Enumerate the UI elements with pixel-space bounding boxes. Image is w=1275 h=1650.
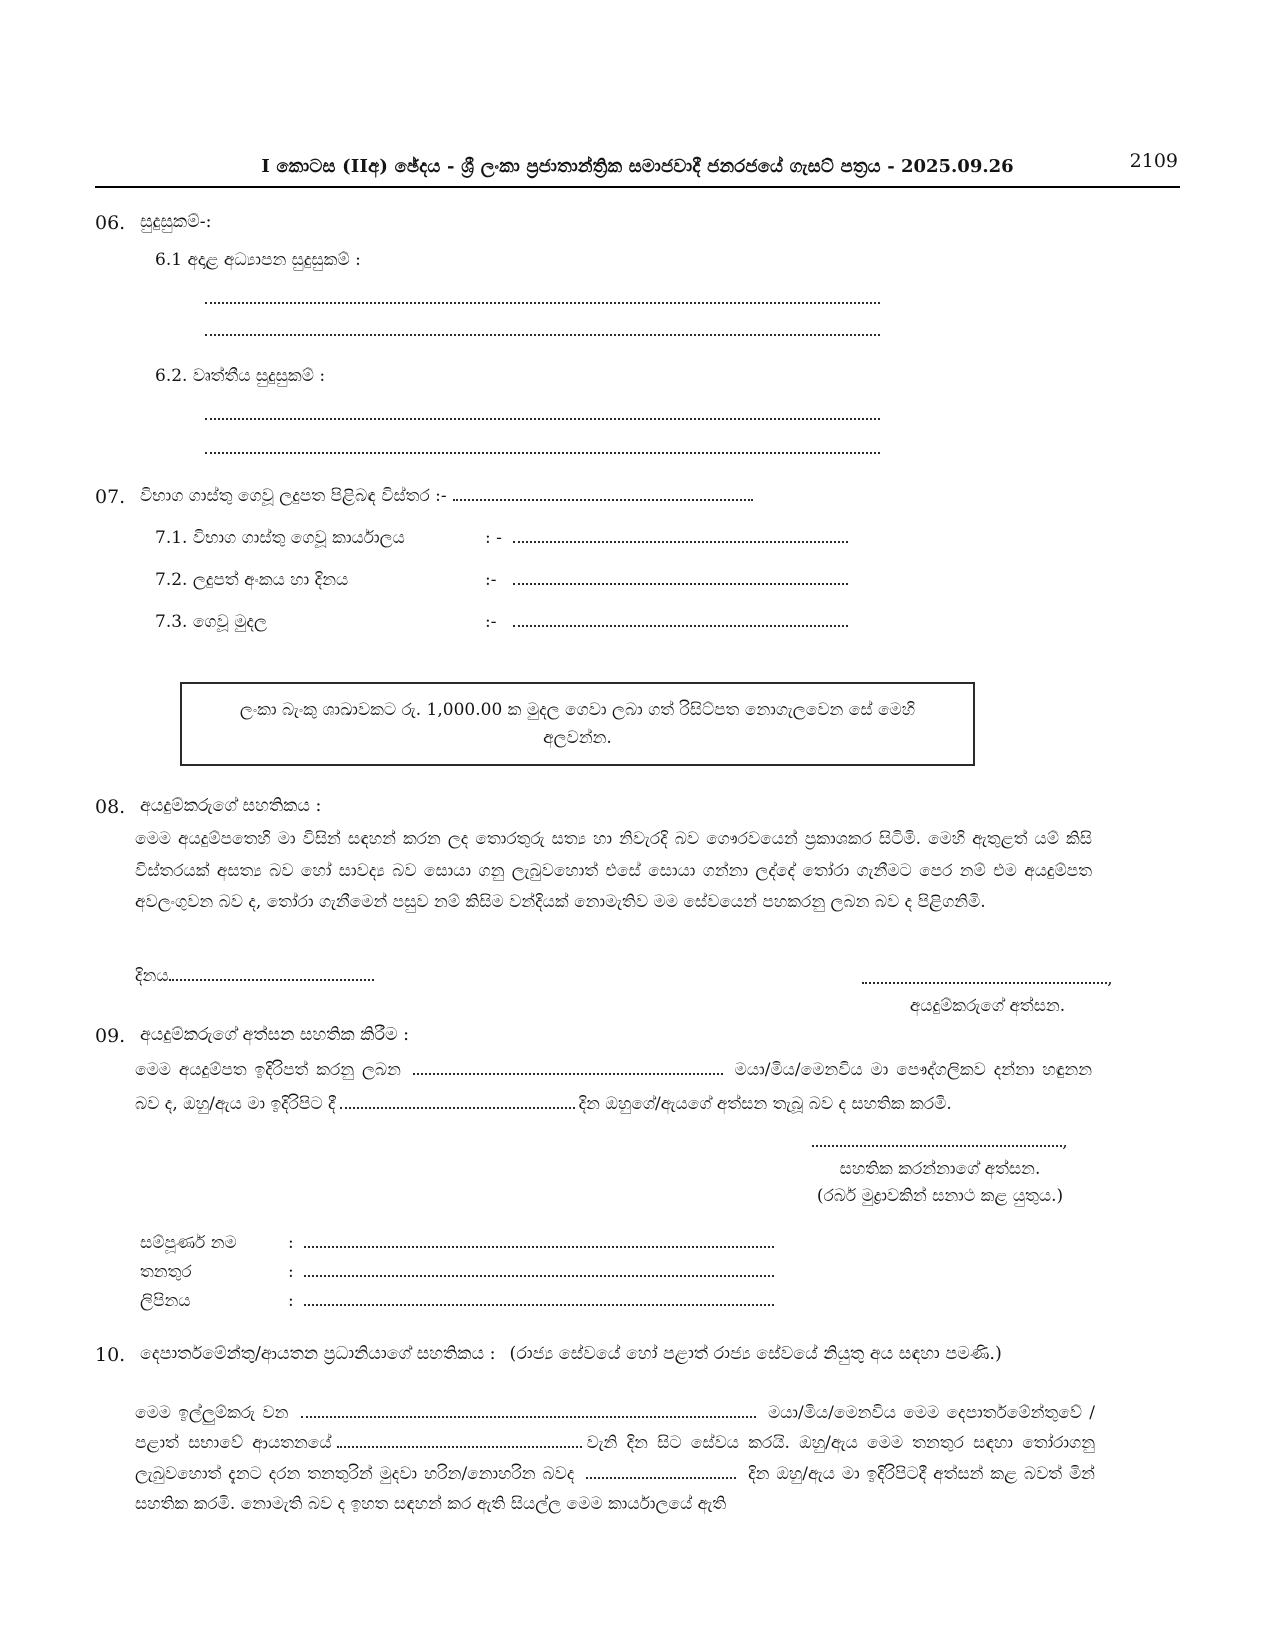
field-label: සම්පූර්ණ නම	[140, 1232, 237, 1253]
dept-text-3: වැනි දින සිට සේවය කරයි. ඔහු/ඇය මෙම තනතුර සඳහා තෝරාගනු ලැබුවහොත් දැනට දරන තනතුරින් මුදවා හරින/නොහරින බවද	[135, 1433, 1095, 1484]
field-row-post	[140, 1258, 1180, 1287]
dotted-blank	[513, 581, 848, 585]
section-06-title: සුදුසුකම්-:	[140, 212, 212, 232]
field-label: ලිපිනය	[140, 1290, 191, 1311]
dotted-blank	[337, 1444, 582, 1448]
field-colon: :	[288, 1232, 294, 1253]
attestation-text-3: දින ඔහුගේ/ඇයගේ අත්සන තැබූ බව ද සහතික කරමි.	[578, 1094, 952, 1115]
fee-row-amount	[155, 612, 1180, 632]
applicant-signature-caption: අයදුම්කරුගේ අත්සන.	[909, 995, 1066, 1016]
dotted-blank	[304, 1273, 774, 1277]
section-09-title: අයදුම්කරුගේ අත්සන සහතික කිරීම :	[140, 1025, 410, 1046]
fee-row-colon: :-	[485, 612, 497, 632]
date-field	[135, 966, 374, 986]
fee-row-label: 7.2. ලදුපත් අංකය හා දිනය	[155, 570, 349, 590]
section-07-title: විභාග ගාස්තු ගෙවූ ලදුපත පිළිබඳ විස්තර :-	[140, 486, 447, 506]
answer-line	[205, 418, 880, 420]
item-6-1-label: 6.1 අදාළ අධ්‍යාපන සුදුසුකම් :	[155, 250, 361, 270]
fee-row-label: 7.1. විභාග ගාස්තු ගෙවූ කාර්යාලය	[155, 528, 405, 548]
section-06-heading	[95, 212, 1180, 232]
payment-note-box	[180, 682, 975, 766]
fee-row-colon: :-	[485, 570, 497, 590]
payment-note-text: ලංකා බැංකු ශාඛාවකට රු. 1,000.00 ක මුදල ගෙවා ලබා ගත් රිසිට්පත නොගැලවෙන සේ මෙහි අලවන්න.	[239, 700, 916, 749]
answer-line	[205, 302, 880, 304]
section-10-title-row	[140, 1344, 1180, 1364]
section-07-title-row	[140, 486, 1180, 506]
dotted-blank	[453, 497, 753, 501]
dotted-blank	[413, 1071, 723, 1075]
item-6-2-label: 6.2. වෘත්තීය සුදුසුකම් :	[155, 366, 326, 386]
attestation-text-2: මයා/මිය/මෙනවිය මා පෞද්ගලිකව දන්නා හඳුනන බව ද, ඔහු/ඇය මා ඉදිරිපිට දී	[135, 1060, 1093, 1115]
certifier-line-comma: ,	[1062, 1132, 1068, 1153]
applicant-signature-block	[850, 966, 1125, 1019]
date-label: දිනය	[135, 966, 169, 987]
dept-text-1: මෙම ඉල්ලුම්කරු වන	[135, 1402, 289, 1423]
dotted-blank	[513, 539, 848, 543]
section-08-number: 08.	[95, 796, 126, 819]
dotted-blank	[301, 1414, 756, 1418]
field-colon: :	[288, 1290, 294, 1311]
section-10-title: දෙපාර්තමේන්තු/ආයතන ප්‍රධානියාගේ සහතිකය :	[140, 1343, 496, 1364]
attestation-text-1: මෙම අයදුම්පත ඉදිරිපත් කරනු ලබන	[135, 1060, 401, 1081]
page-header	[95, 150, 1180, 177]
section-08-heading	[95, 796, 1180, 819]
dotted-blank	[304, 1302, 774, 1306]
signature-line	[812, 1143, 1062, 1147]
section-09-number: 09.	[95, 1025, 126, 1048]
answer-line	[205, 452, 880, 454]
dept-text-4: දින ඔහු/ඇය මා ඉදිරිපිටදී අත්සන් කළ බවත් මින් සහතික කරමි. නොමැති බව ද ඉහත සඳහන් කර ඇති සියල්ල මෙම කාර්යාලයේ ඇති	[135, 1463, 1095, 1515]
dept-text-2: මයා/මිය/මෙනවිය මෙම දෙපාර්තමේන්තුවේ / පළාත් සභාවේ ආයතනයේ	[135, 1402, 1095, 1454]
gazette-header-title: I කොටස (IIඅ) ඡේදය - ශ්‍රී ලංකා ප්‍රජාතාන්ත්‍රික සමාජවාදී ජනරජයේ ගැසට් පත්‍රය -	[261, 156, 895, 177]
field-colon: :	[288, 1261, 294, 1282]
department-head-paragraph	[135, 1398, 1095, 1520]
field-row-address	[140, 1287, 1180, 1316]
section-07-number: 07.	[95, 486, 126, 508]
answer-line	[205, 334, 880, 336]
section-08-title: අයදුම්කරුගේ සහතිකය :	[140, 796, 322, 817]
field-label: තනතුර	[140, 1261, 192, 1282]
signature-line	[862, 980, 1107, 984]
fee-row-receipt	[155, 570, 1180, 590]
fee-row-colon: : -	[485, 528, 502, 548]
applicant-declaration: මෙම අයදුම්පතෙහි මා විසින් සඳහන් කරන ලද තොරතුරු සත්‍ය හා නිවැරදි බව ගෞරවයෙන් ප්‍රකාශකර සිටිමි. මෙහි ඇතුළත් යම් කිසි විස්තරයක් අසත්‍ය බව හෝ සාවද්‍ය බව සොයා ගනු ලැබුවහොත් එසේ සොයා ගන්නා ලද්දේ තෝරා ගැනීමට පෙර නම් එම අයදුම්පත අවලංගුවන බව ද, තෝරා ගැනීමෙන් පසුව නම් කිසිම වන්දියක් නොමැතිව මම සේවයෙන් පහකරනු ලබන බව ද පිළිගනිමි.	[135, 829, 1092, 912]
dotted-blank	[340, 1105, 575, 1109]
section-09-heading	[95, 1025, 1180, 1048]
dotted-blank	[586, 1475, 736, 1479]
attestation-paragraph	[135, 1053, 1092, 1121]
section-10-heading	[95, 1344, 1180, 1364]
dotted-blank	[304, 1244, 774, 1248]
section-10-number: 10.	[95, 1343, 126, 1366]
certifier-fields	[140, 1229, 1180, 1316]
fee-row-label: 7.3. ගෙවූ මුදල	[155, 612, 267, 632]
gazette-date: 2025.09.26	[900, 156, 1014, 177]
certifier-signature-block	[740, 1129, 1140, 1211]
field-row-full-name	[140, 1229, 1180, 1258]
section-07-heading	[95, 486, 1180, 506]
header-rule	[95, 186, 1180, 188]
section-10-title-note: (රාජ්‍ය සේවයේ හෝ පළාත් රාජ්‍ය සේවයේ නියුතු අය සඳහා පමණි.)	[509, 1343, 1002, 1364]
dotted-blank	[513, 623, 848, 627]
fee-row-office	[155, 528, 1180, 548]
signature-line-comma: ,	[1107, 969, 1113, 990]
dotted-blank	[169, 977, 374, 981]
section-06-number: 06.	[95, 212, 126, 234]
page-number: 2109	[1129, 150, 1178, 172]
date-signature-row	[135, 966, 1180, 1019]
certifier-signature-caption: සහතික කරන්නාගේ අත්සන.	[839, 1159, 1041, 1180]
rubber-stamp-note: (රබර් මුද්‍රාවකින් සනාථ කළ යුතුය.)	[816, 1186, 1064, 1207]
